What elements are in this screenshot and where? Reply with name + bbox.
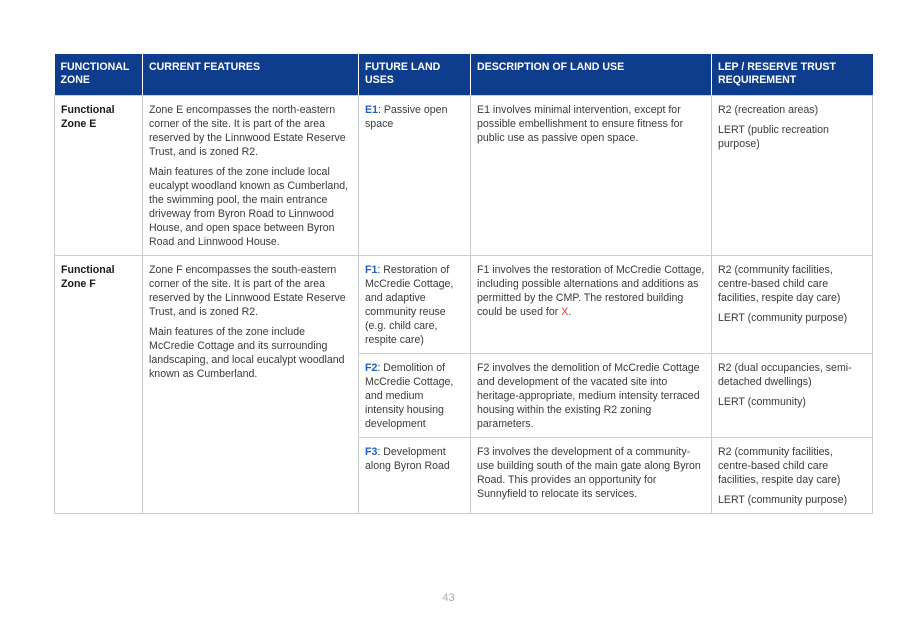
table-header-row — [55, 54, 873, 96]
zone-f-features-p2: Main features of the zone include McCredie Cottage and its surrounding landscaping, and local eucalypt woodland known as Cumberland. — [149, 326, 345, 380]
zone-e-name: Functional Zone E — [55, 96, 143, 256]
e1-code: E1 — [365, 104, 378, 116]
f1-description — [471, 256, 712, 354]
f1-description-text: F1 involves the restoration of McCredie Cottage, including possible alternations and additions as permitted by the CMP. The restored building could be used for — [477, 264, 705, 318]
e1-use — [359, 96, 471, 256]
f3-code: F3 — [365, 446, 378, 458]
zone-e-features — [143, 96, 359, 256]
f2-lep-lert: LERT (community) — [718, 396, 806, 408]
f1-code: F1 — [365, 264, 378, 276]
f2-lep-r2: R2 (dual occupancies, semi-detached dwellings) — [718, 362, 852, 388]
f1-description-mark: X — [561, 306, 569, 318]
f3-lep-r2: R2 (community facilities, centre-based child care facilities, respite day care) — [718, 446, 841, 486]
page-number: 43 — [442, 592, 455, 604]
f3-lep — [712, 438, 873, 514]
e1-lep-r2: R2 (recreation areas) — [718, 104, 819, 116]
e1-lep — [712, 96, 873, 256]
e1-use-text: : Passive open space — [365, 104, 448, 130]
zone-e-features-p1: Zone E encompasses the north-eastern corner of the site. It is part of the area reserved by the Linnwood Estate Reserve Trust, and is zoned R2. — [149, 104, 346, 158]
table-row — [55, 96, 873, 256]
f1-lep-r2: R2 (community facilities, centre-based child care facilities, respite day care) — [718, 264, 841, 304]
f2-lep — [712, 354, 873, 438]
f3-lep-lert: LERT (community purpose) — [718, 494, 848, 506]
f1-description-end: . — [568, 306, 572, 318]
f2-use — [359, 354, 471, 438]
zone-f-features-p1: Zone F encompasses the south-eastern corner of the site. It is part of the area reserved by the Linnwood Estate Reserve Trust, and is zoned R2. — [149, 264, 346, 318]
f3-use-text: : Development along Byron Road — [365, 446, 450, 472]
f2-code: F2 — [365, 362, 378, 374]
e1-description: E1 involves minimal intervention, except for possible embellishment to ensure fitness for public use as passive open space. — [471, 96, 712, 256]
header-future-land-uses: FUTURE LAND USES — [359, 54, 471, 96]
f1-use-text: : Restoration of McCredie Cottage, and adaptive community reuse (e.g. child care, respite care) — [365, 264, 454, 346]
land-use-table — [54, 54, 873, 514]
zone-e-features-p2: Main features of the zone include local eucalypt woodland known as Cumberland, the swimming pool, the main entrance driveway from Byron Road to Linnwood House, and open space between Byron Road and Linnwood House. — [149, 166, 349, 248]
zone-f-features — [143, 256, 359, 514]
f3-description: F3 involves the development of a community-use building south of the main gate along Byron Road. This provides an opportunity for Sunnyfield to relocate its services. — [471, 438, 712, 514]
header-lep-requirement: LEP / RESERVE TRUST REQUIREMENT — [712, 54, 873, 96]
header-description: DESCRIPTION OF LAND USE — [471, 54, 712, 96]
zone-f-name: Functional Zone F — [55, 256, 143, 514]
header-current-features: CURRENT FEATURES — [143, 54, 359, 96]
table-row — [55, 256, 873, 354]
f1-use — [359, 256, 471, 354]
f1-lep — [712, 256, 873, 354]
f3-use — [359, 438, 471, 514]
f2-use-text: : Demolition of McCredie Cottage, and medium intensity housing development — [365, 362, 454, 430]
f2-description: F2 involves the demolition of McCredie Cottage and development of the vacated site into heritage-appropriate, medium intensity terraced housing within the existing R2 zoning parameters. — [471, 354, 712, 438]
header-functional-zone: FUNCTIONAL ZONE — [55, 54, 143, 96]
f1-lep-lert: LERT (community purpose) — [718, 312, 848, 324]
e1-lep-lert: LERT (public recreation purpose) — [718, 124, 829, 150]
